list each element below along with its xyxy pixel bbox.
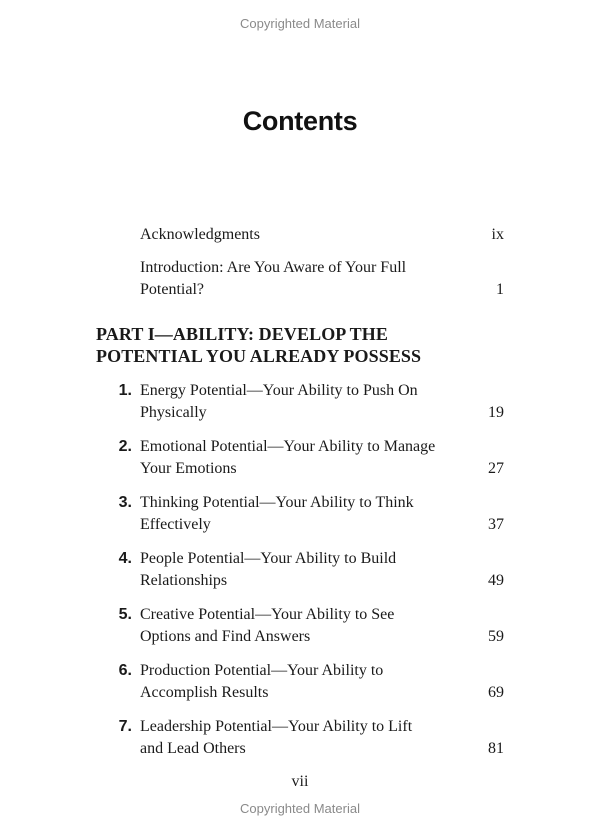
toc-entry-acknowledgments[interactable] <box>0 224 600 246</box>
toc-chapter-1[interactable] <box>0 380 600 424</box>
toc-chapter-2[interactable] <box>0 436 600 480</box>
part-heading <box>96 323 516 367</box>
chapter-number: 6. <box>118 662 132 679</box>
toc-chapter-4[interactable] <box>0 548 600 592</box>
toc-entry-title: Acknowledgments <box>140 226 260 243</box>
chapter-page: 59 <box>488 628 504 645</box>
chapter-number: 4. <box>118 550 132 567</box>
part-heading-line: POTENTIAL YOU ALREADY POSSESS <box>96 346 422 366</box>
toc-chapter-6[interactable] <box>0 660 600 704</box>
chapter-title: People Potential—Your Ability to Build Relationships <box>140 550 397 589</box>
chapter-number: 7. <box>118 718 132 735</box>
toc-chapter-7[interactable] <box>0 716 600 760</box>
chapter-page: 69 <box>488 684 504 701</box>
chapter-page: 49 <box>488 572 504 589</box>
chapter-page: 37 <box>488 516 504 533</box>
chapter-number: 5. <box>118 606 132 623</box>
page-folio: vii <box>291 773 309 790</box>
chapter-page: 81 <box>488 740 504 757</box>
page-title: Contents <box>242 106 358 136</box>
chapter-number: 2. <box>118 438 132 455</box>
chapter-title: Production Potential—Your Ability to Accomplish Results <box>140 662 384 701</box>
toc-entry-title: Introduction: Are You Aware of Your Full Potential? <box>140 259 407 298</box>
toc-chapter-5[interactable] <box>0 604 600 648</box>
toc-entry-page: ix <box>491 226 504 243</box>
chapter-title: Energy Potential—Your Ability to Push On Physically <box>140 382 418 421</box>
chapter-title: Leadership Potential—Your Ability to Lift and Lead Others <box>140 718 413 757</box>
watermark-bottom: Copyrighted Material <box>240 801 360 816</box>
chapter-title: Emotional Potential—Your Ability to Manage Your Emotions <box>140 438 436 477</box>
toc-entry-page: 1 <box>496 281 504 298</box>
chapter-title: Thinking Potential—Your Ability to Think Effectively <box>140 494 414 533</box>
chapter-number: 1. <box>118 382 132 399</box>
toc-chapter-3[interactable] <box>0 492 600 536</box>
watermark-top: Copyrighted Material <box>240 16 360 31</box>
toc-entry-introduction[interactable] <box>0 257 600 301</box>
chapter-page: 27 <box>488 460 504 477</box>
chapter-title: Creative Potential—Your Ability to See Options and Find Answers <box>140 606 395 645</box>
chapter-number: 3. <box>118 494 132 511</box>
chapter-page: 19 <box>488 404 504 421</box>
part-heading-line: PART I—ABILITY: DEVELOP THE <box>96 324 388 344</box>
